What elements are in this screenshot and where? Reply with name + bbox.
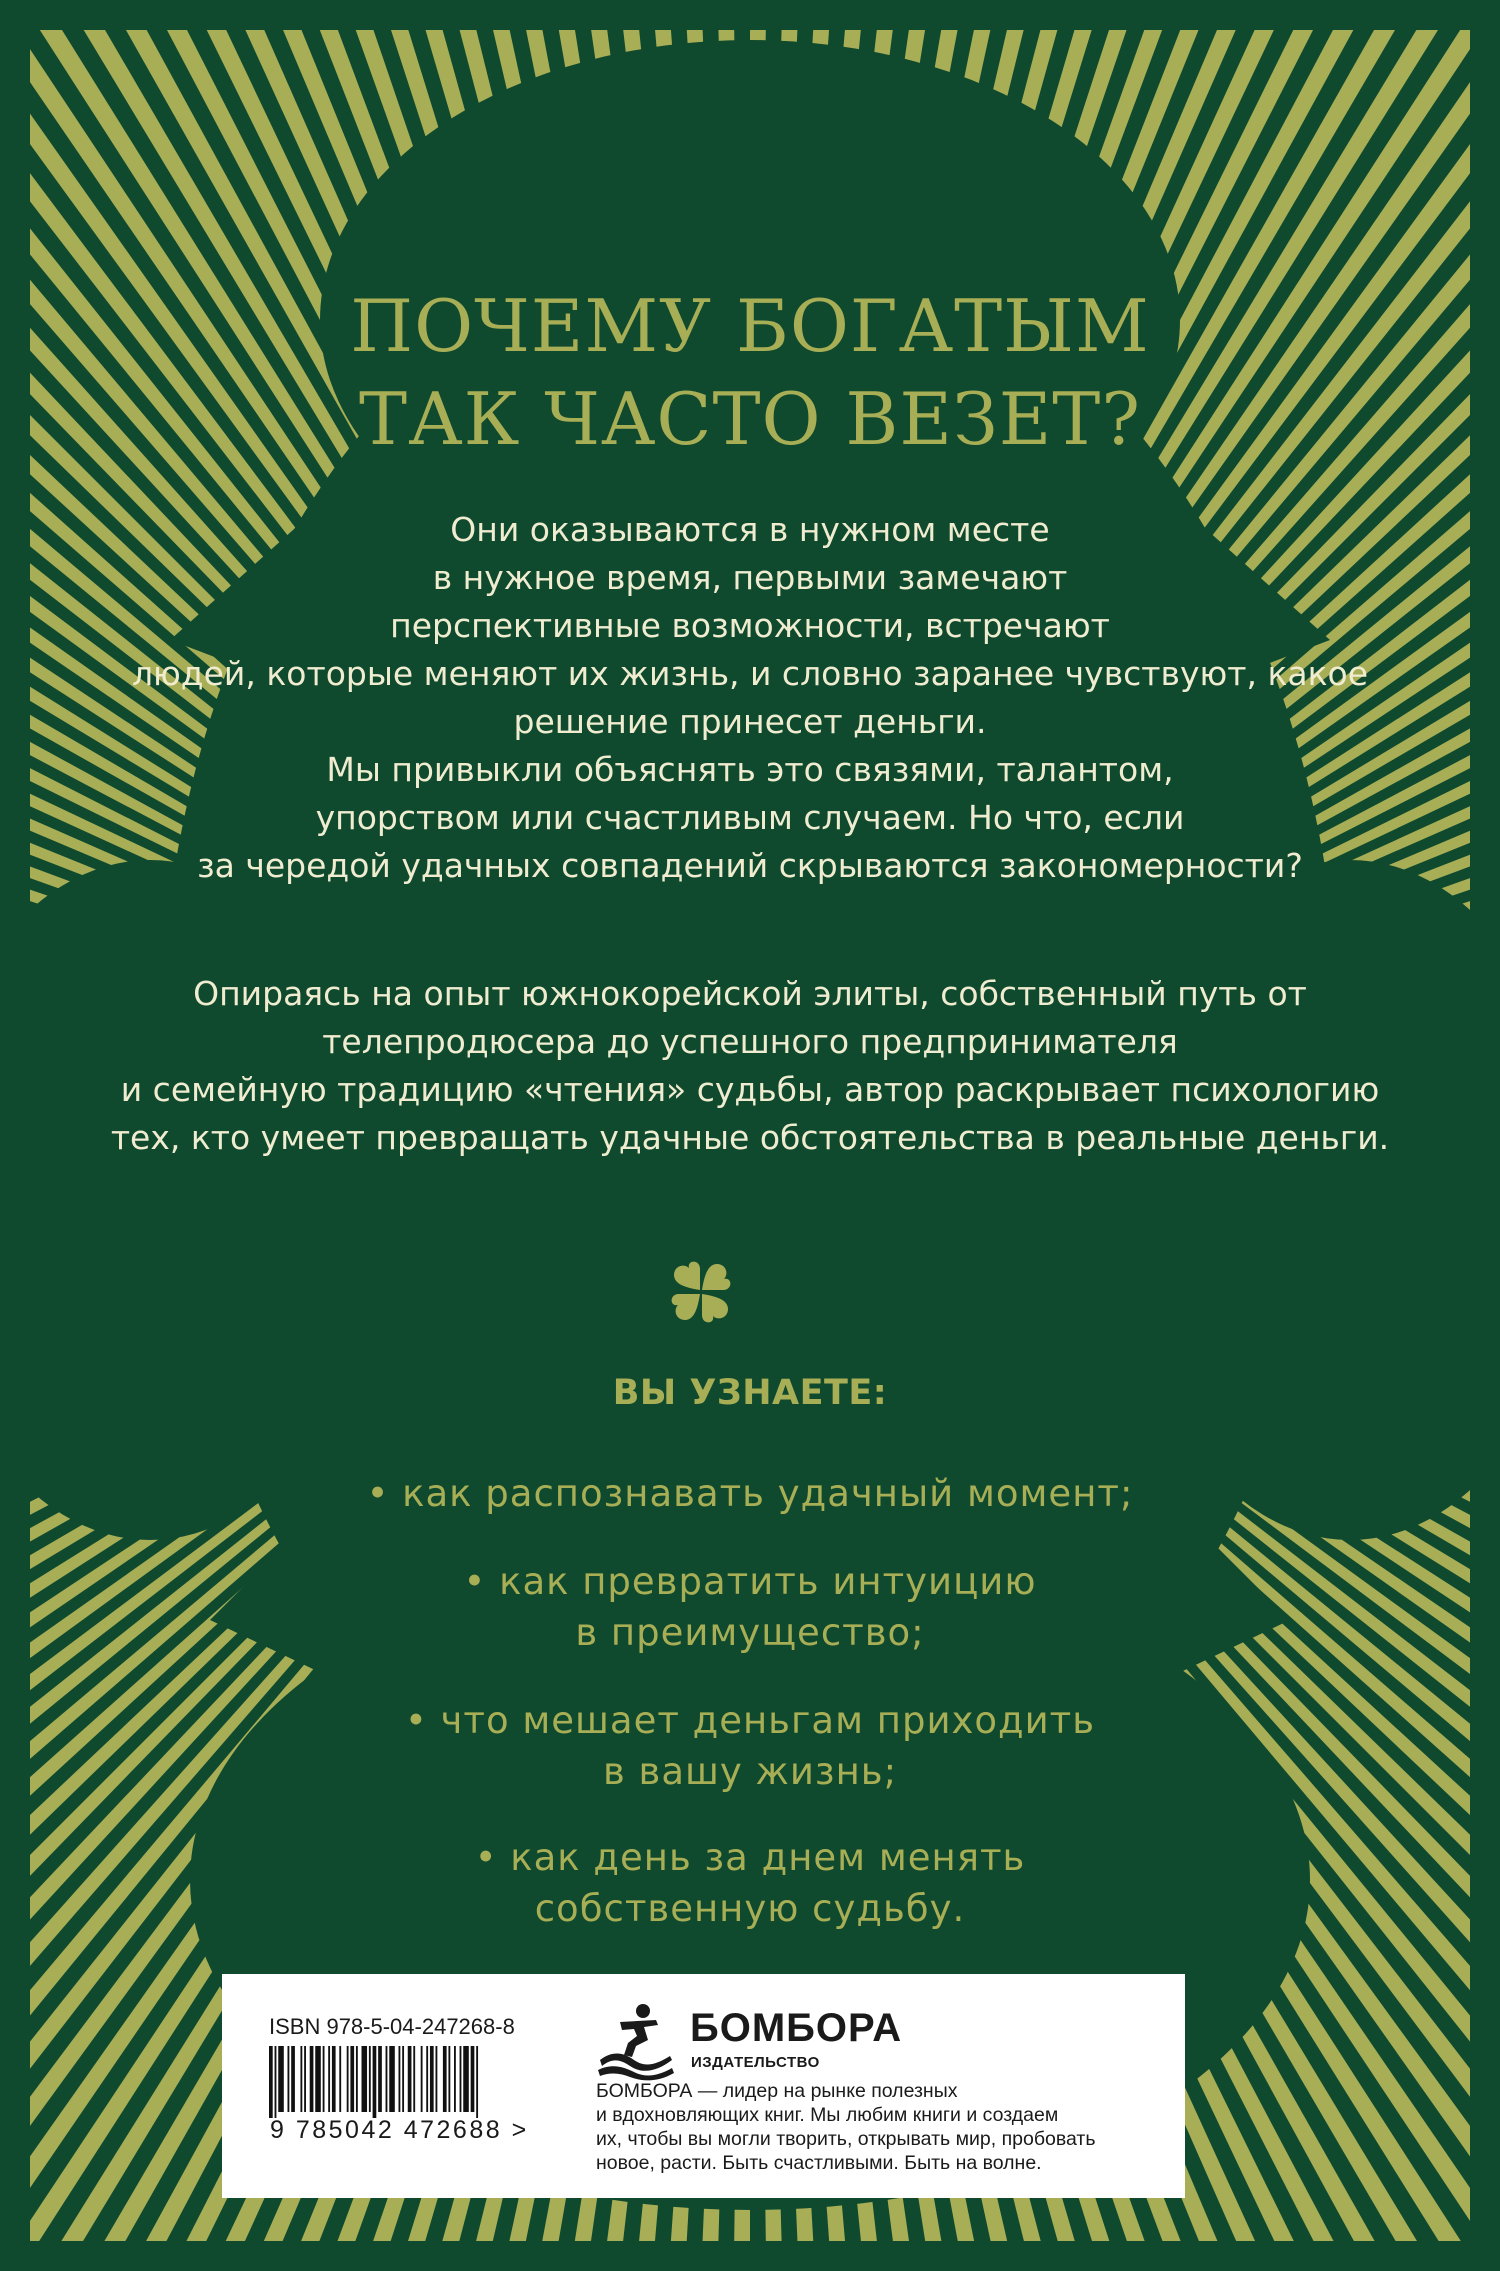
barcode-bar <box>389 2046 395 2112</box>
barcode-bar <box>347 2046 349 2112</box>
learn-item-line: • как распознавать удачный момент; <box>366 1472 1134 1515</box>
learn-item-line: собственную судьбу. <box>534 1887 966 1930</box>
barcode-bar <box>300 2046 302 2112</box>
four-leaf-clover-icon <box>664 1255 738 1329</box>
publisher-subtitle: ИЗДАТЕЛЬСТВО <box>691 2054 820 2071</box>
publisher-description-line: новое, расти. Быть счастливыми. Быть на волне. <box>596 2152 1042 2174</box>
barcode-bar <box>386 2046 388 2112</box>
learn-item-line: • как превратить интуицию <box>463 1560 1037 1603</box>
isbn: ISBN 978-5-04-247268-8 <box>269 2014 515 2039</box>
description-line: и семейную традицию «чтения» судьбы, автор раскрывает психологию <box>120 1070 1380 1109</box>
barcode-digits: 9 785042 472688 > <box>270 2116 529 2144</box>
description-paragraph <box>0 506 1500 890</box>
barcode-bar <box>378 2046 382 2112</box>
barcode-bar <box>288 2046 290 2112</box>
barcode-bar <box>476 2046 478 2118</box>
barcode-bar <box>278 2046 284 2112</box>
barcode <box>269 2046 569 2118</box>
barcode-bar <box>373 2046 377 2118</box>
description-line: тех, кто умеет превращать удачные обстоятельства в реальные деньги. <box>110 1118 1390 1157</box>
description-line: за чередой удачных совпадений скрываются закономерности? <box>197 846 1303 885</box>
barcode-bar <box>421 2046 423 2112</box>
barcode-bar <box>332 2046 336 2112</box>
barcode-bar <box>460 2046 462 2112</box>
description-line: в нужное время, первыми замечают <box>432 558 1068 597</box>
description-line: Мы привыкли объяснять это связями, талантом, <box>326 750 1174 789</box>
learn-list-item <box>0 1832 1500 1934</box>
barcode-bar <box>369 2046 371 2112</box>
description-line: упорством или счастливым случаем. Но что, если <box>315 798 1185 837</box>
headline-line: ПОЧЕМУ БОГАТЫМ <box>350 284 1150 368</box>
learn-item-line: в вашу жизнь; <box>602 1750 898 1793</box>
description-paragraph <box>0 970 1500 1162</box>
learn-list-item <box>0 1468 1500 1519</box>
surfer-on-wave-icon <box>596 2002 676 2082</box>
barcode-bar <box>471 2046 475 2112</box>
barcode-bar <box>399 2046 401 2112</box>
headline-line: ТАК ЧАСТО ВЕЗЕТ? <box>359 377 1141 461</box>
description-line: телепродюсера до успешного предпринимателя <box>322 1022 1178 1061</box>
barcode-bar <box>402 2046 404 2112</box>
learn-item-line: в преимущество; <box>575 1611 925 1654</box>
barcode-bar <box>443 2046 447 2112</box>
learn-item-line: • что мешает деньгам приходить <box>404 1699 1096 1742</box>
barcode-bar <box>323 2046 325 2112</box>
description-line: Они оказываются в нужном месте <box>450 510 1050 549</box>
barcode-bar <box>350 2046 354 2112</box>
barcode-bar <box>328 2046 330 2112</box>
barcode-bar <box>408 2046 412 2112</box>
description-line: людей, которые меняют их жизнь, и словно заранее чувствуют, какое <box>131 654 1369 693</box>
barcode-bar <box>275 2046 277 2118</box>
headline <box>0 280 1500 466</box>
publisher-name: БОМБОРА <box>690 2006 903 2050</box>
publisher-description-line: БОМБОРА — лидер на рынке полезных <box>596 2080 958 2102</box>
barcode-bar <box>430 2046 434 2112</box>
barcode-bar <box>356 2046 358 2112</box>
barcode-bar <box>454 2046 456 2112</box>
barcode-bar <box>269 2046 273 2118</box>
description-line: решение принесет деньги. <box>513 702 987 741</box>
barcode-bar <box>436 2046 438 2112</box>
barcode-bar <box>463 2046 469 2112</box>
publisher-description-line: и вдохновляющих книг. Мы любим книги и создаем <box>596 2104 1059 2126</box>
learn-item-line: • как день за днем менять <box>474 1836 1026 1879</box>
publisher-description <box>596 2079 1096 2175</box>
description-line: перспективные возможности, встречают <box>390 606 1110 645</box>
publisher-description-line: их, чтобы вы могли творить, открывать мир, пробовать <box>596 2128 1096 2150</box>
barcode-bar <box>413 2046 415 2112</box>
learn-list-item <box>0 1556 1500 1658</box>
description-line: Опираясь на опыт южнокорейской элиты, собственный путь от <box>193 974 1307 1013</box>
learn-heading: ВЫ УЗНАЕТЕ: <box>612 1373 888 1413</box>
imprint-panel <box>222 1974 1185 2198</box>
barcode-bar <box>315 2046 321 2112</box>
barcode-bar <box>291 2046 295 2112</box>
barcode-bar <box>339 2046 341 2112</box>
barcode-bar <box>426 2046 428 2112</box>
barcode-bar <box>310 2046 314 2112</box>
learn-list-item <box>0 1695 1500 1797</box>
barcode-bar <box>448 2046 450 2112</box>
barcode-bar <box>304 2046 306 2112</box>
barcode-bar <box>362 2046 368 2112</box>
